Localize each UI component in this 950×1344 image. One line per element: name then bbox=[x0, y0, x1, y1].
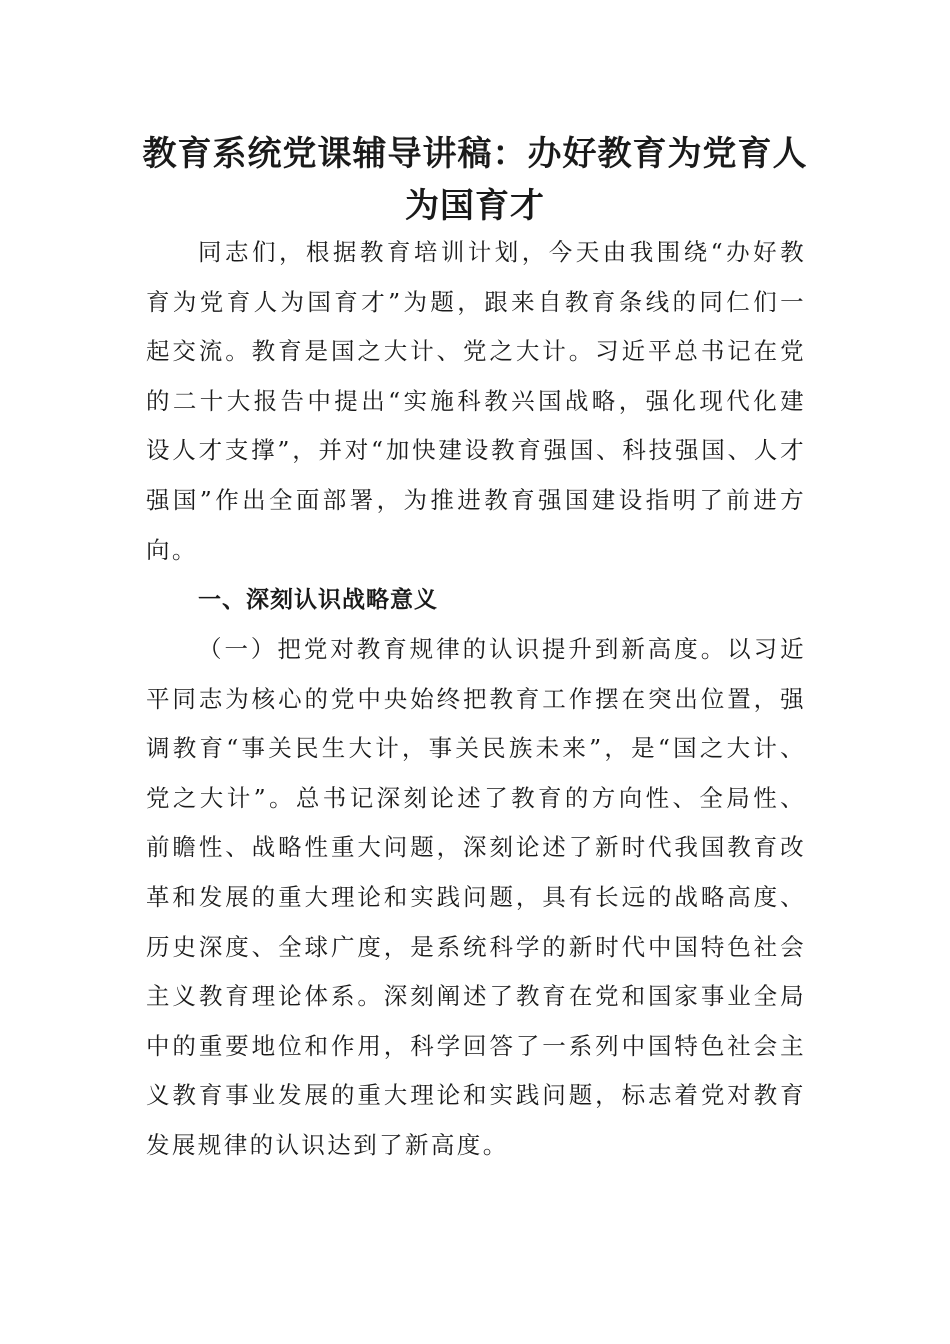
intro-paragraph: 同志们，根据教育培训计划，今天由我围绕“办好教育为党育人为国育才”为题，跟来自教育条线的同仁们一起交流。教育是国之大计、党之大计。习近平总书记在党的二十大报告中提出“实施科教兴国战略，强化现代化建设人才支撑”，并对“加快建设教育强国、科技强国、人才强国”作出全面部署，为推进教育强国建设指明了前进方向。 bbox=[146, 238, 806, 564]
section-heading: 一、深刻认识战略意义 bbox=[198, 587, 438, 613]
section-paragraph: （一）把党对教育规律的认识提升到新高度。以习近平同志为核心的党中央始终把教育工作摆在突出位置，强调教育“事关民生大计，事关民族未来”，是“国之大计、党之大计”。总书记深刻论述了教育的方向性、全局性、前瞻性、战略性重大问题，深刻论述了新时代我国教育改革和发展的重大理论和实践问题，具有长远的战略高度、历史深度、全球广度，是系统科学的新时代中国特色社会主义教育理论体系。深刻阐述了教育在党和国家事业全局中的重要地位和作用，科学回答了一系列中国特色社会主义教育事业发展的重大理论和实践问题，标志着党对教育发展规律的认识达到了新高度。 bbox=[146, 635, 806, 1159]
document-title: 教育系统党课辅导讲稿：办好教育为党育人为国育才 bbox=[142, 134, 808, 226]
